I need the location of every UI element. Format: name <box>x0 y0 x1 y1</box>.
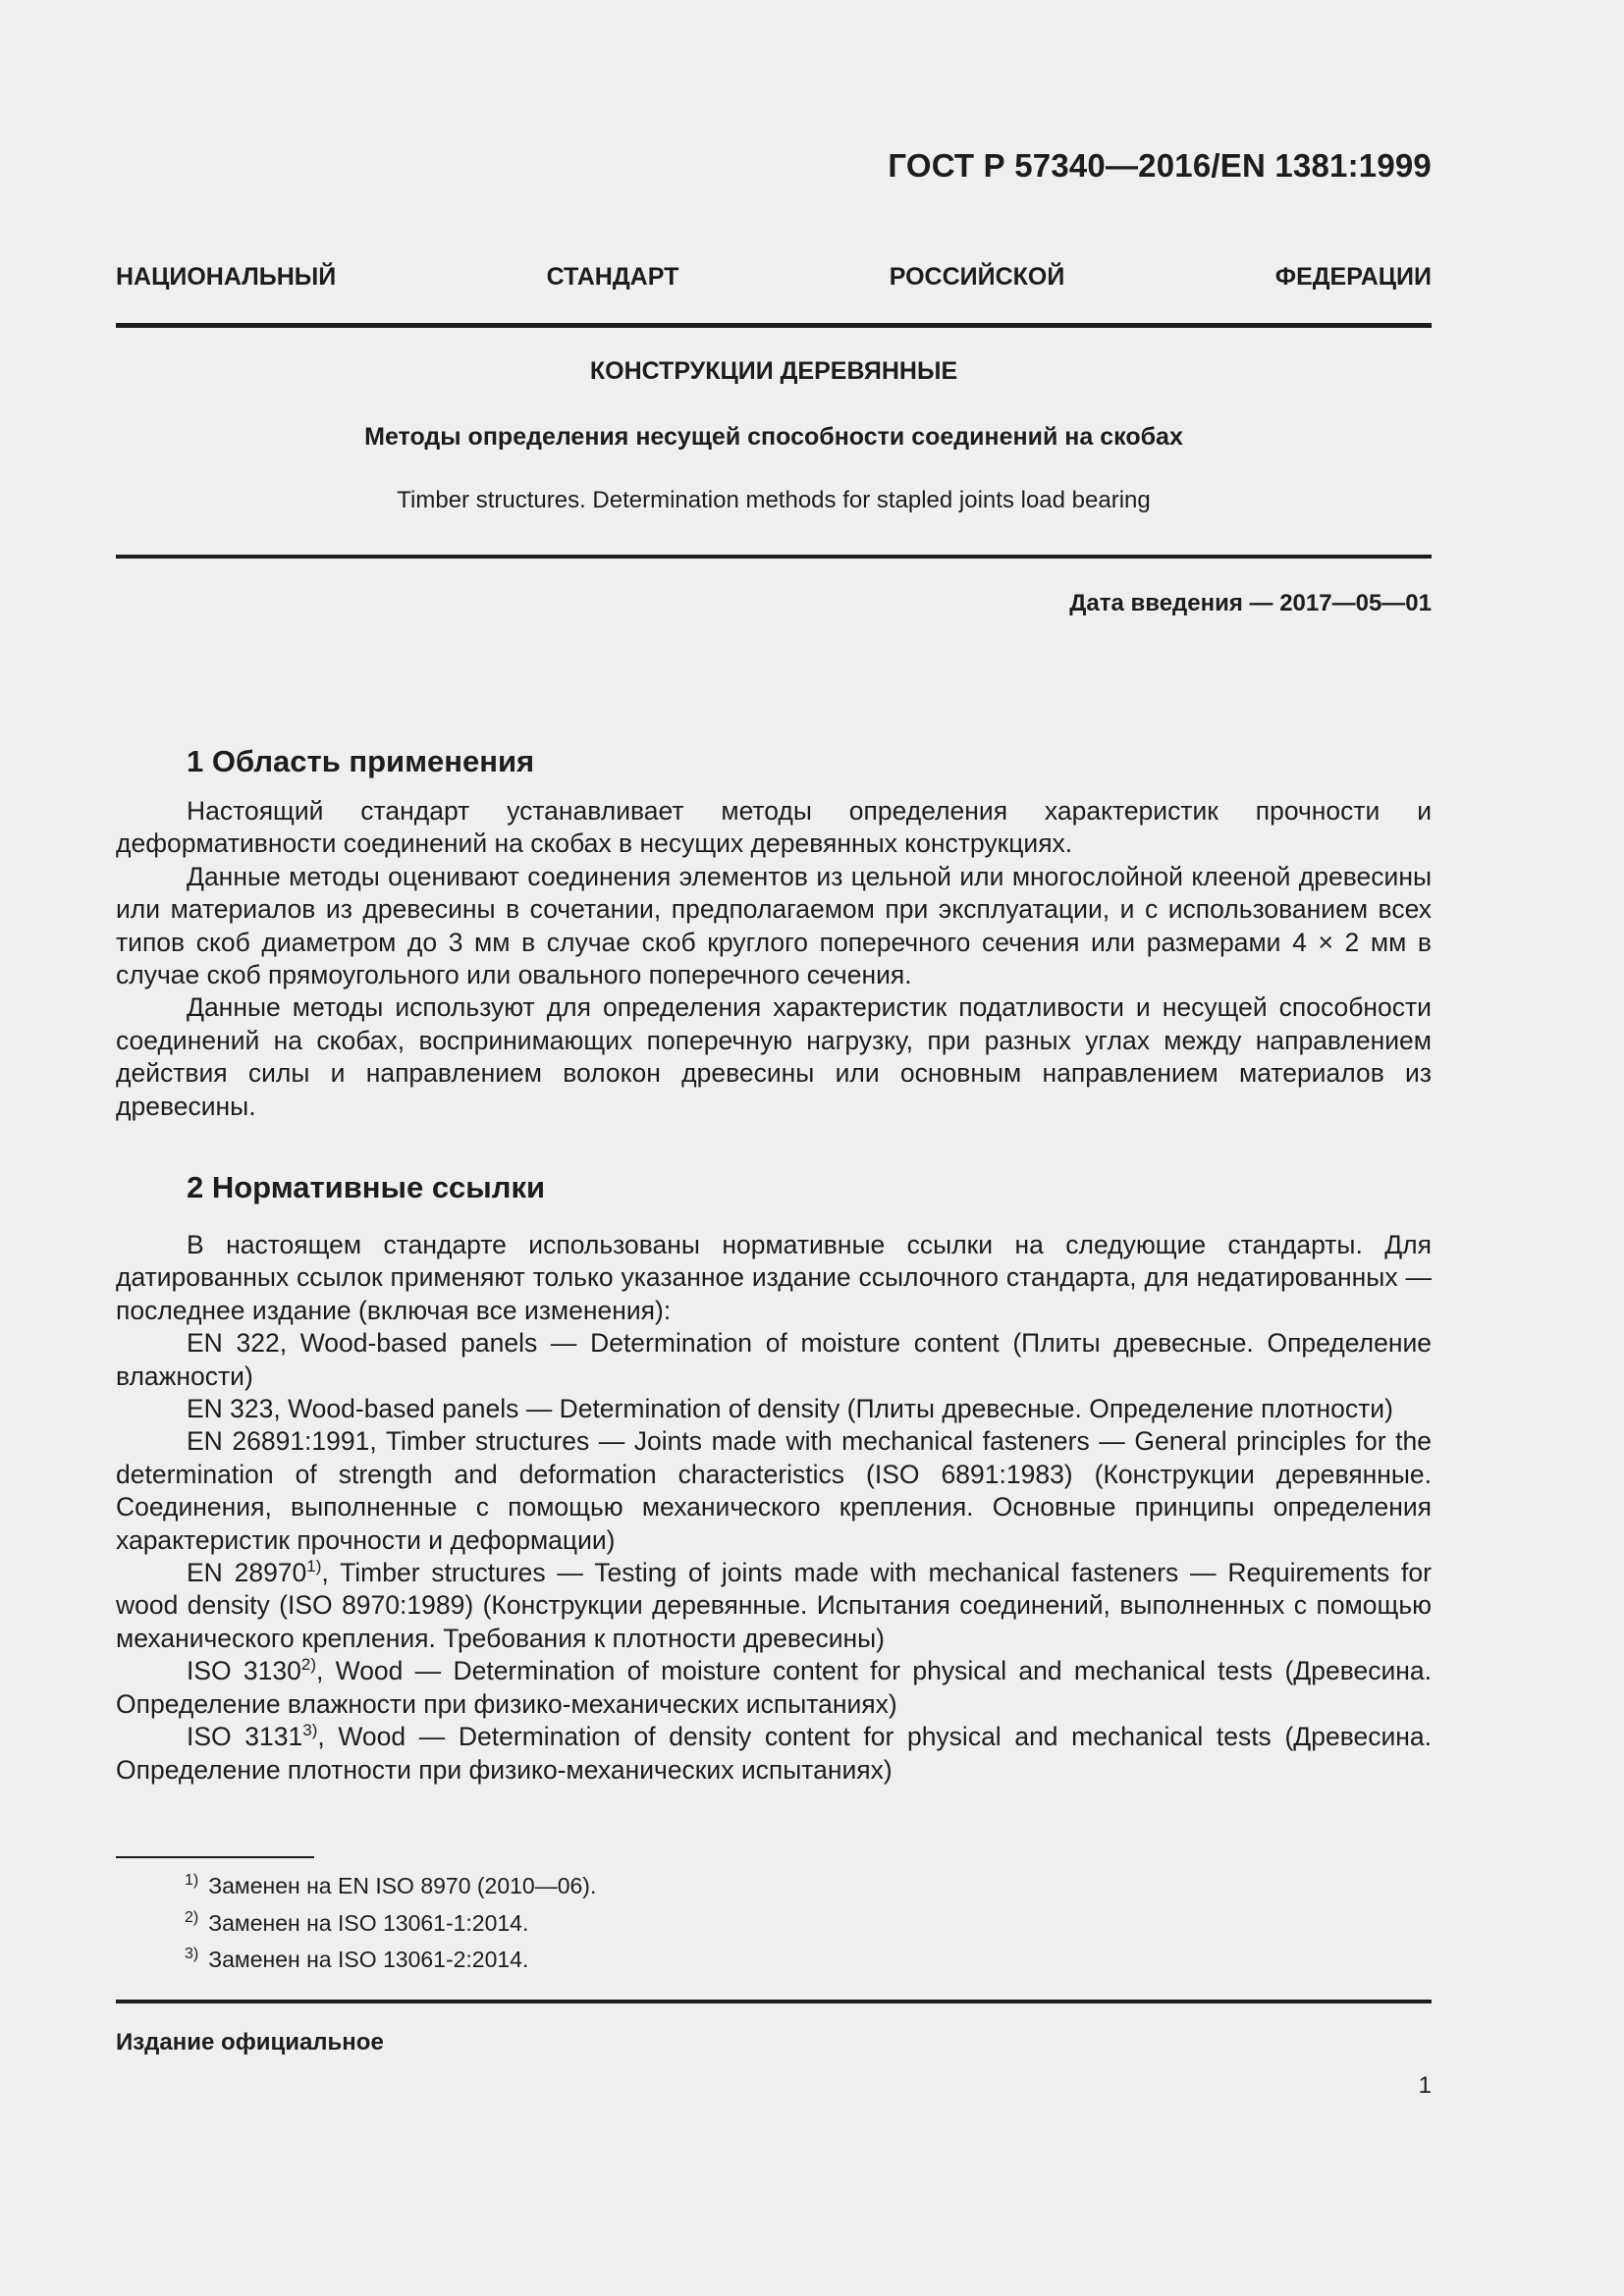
section-heading: 2 Нормативные ссылки <box>187 1170 546 1204</box>
reference-item <box>116 1327 1432 1393</box>
document-subtitle: Методы определения несущей способности соединений на скобах <box>364 423 1183 451</box>
banner-word: СТАНДАРТ <box>546 263 679 291</box>
footnote-mark: 2) <box>185 1909 199 1926</box>
paragraph: Данные методы оценивают соединения элементов из цельной или многослойной клееной древесины или материалов из древесины в сочетании, предполагаемом при эксплуатации, и с использованием всех типов скоб диаметром до 3 мм в случае скоб круглого поперечного сечения или размерами 4 × 2 мм в случае скоб прямоугольного или овального поперечного сечения. <box>116 861 1432 990</box>
reference-code: ISO 3130 <box>187 1656 301 1686</box>
reference-text: , Timber structures — Joints made with mechanical fasteners — General principles for the determination of strength and deformation characteristics (ISO 6891:1983) (Конструкции деревянные. Соединения, выполненные с помощью механического крепления. Основные принципы определения характеристик прочности и деформации) <box>116 1426 1432 1555</box>
reference-text: , Wood — Determination of moisture content for physical and mechanical tests (Древесина. Определение влажности при физико-механических испытаниях) <box>116 1656 1432 1719</box>
footnote-text: Заменен на ISO 13061-1:2014. <box>208 1910 529 1936</box>
footnote-marker: 1) <box>306 1557 322 1576</box>
reference-item <box>116 1655 1432 1721</box>
page-number: 1 <box>1418 2072 1432 2099</box>
section-body <box>116 1229 1432 1787</box>
banner-word: ФЕДЕРАЦИИ <box>1274 263 1432 291</box>
footnote <box>185 1873 596 1899</box>
reference-code: EN 322 <box>187 1328 280 1359</box>
footnote-mark: 3) <box>185 1946 199 1962</box>
paragraph: Настоящий стандарт устанавливает методы определения характеристик прочности и деформативности соединений на скобах в несущих деревянных конструкциях. <box>116 796 1432 859</box>
section-body <box>116 795 1432 1123</box>
footnote-text: Заменен на ISO 13061-2:2014. <box>208 1947 529 1972</box>
footnote-text: Заменен на EN ISO 8970 (2010—06). <box>208 1873 597 1898</box>
official-edition-label: Издание официальное <box>116 2029 384 2056</box>
footnote <box>185 1910 528 1937</box>
top-rule <box>116 323 1432 328</box>
title-rule <box>116 555 1432 559</box>
reference-code: EN 28970 <box>187 1558 307 1588</box>
footnote-marker: 2) <box>300 1655 317 1675</box>
reference-text: , Wood-based panels — Determination of moisture content (Плиты древесные. Определение влажности) <box>116 1328 1433 1391</box>
national-standard-banner <box>116 263 1432 292</box>
reference-item <box>116 1721 1432 1787</box>
standard-code: ГОСТ Р 57340—2016/EN 1381:1999 <box>888 147 1432 184</box>
reference-text: , Wood — Determination of density content for physical and mechanical tests (Древесина. Определение плотности при физико-механических испытаниях) <box>116 1722 1433 1785</box>
footnote <box>185 1947 528 1973</box>
reference-code: EN 26891:1991 <box>187 1426 370 1457</box>
reference-item <box>116 1393 1432 1425</box>
paragraph: В настоящем стандарте использованы нормативные ссылки на следующие стандарты. Для датированных ссылок применяют только указанное издание ссылочного стандарта, для недатированных — последнее издание (включая все изменения): <box>116 1230 1432 1325</box>
effective-date: Дата введения — 2017—05—01 <box>1069 590 1432 616</box>
banner-word: НАЦИОНАЛЬНЫЙ <box>116 263 337 291</box>
english-title: Timber structures. Determination methods for stapled joints load bearing <box>397 487 1151 513</box>
reference-text: , Wood-based panels — Determination of density (Плиты древесные. Определение плотности) <box>273 1394 1393 1424</box>
reference-item <box>116 1425 1432 1557</box>
reference-code: ISO 3131 <box>187 1722 303 1752</box>
reference-code: EN 323 <box>187 1394 274 1424</box>
reference-text: , Timber structures — Testing of joints made with mechanical fasteners — Requirements for wood density (ISO 8970:1989) (Конструкции деревянные. Испытания соединений, выполненных с помощью механического крепления. Требования к плотности древесины) <box>116 1558 1432 1653</box>
document-title: КОНСТРУКЦИИ ДЕРЕВЯННЫЕ <box>589 357 958 385</box>
banner-word: РОССИЙСКОЙ <box>889 263 1065 291</box>
footnote-rule <box>116 1856 314 1858</box>
paragraph: Данные методы используют для определения характеристик податливости и несущей способности соединений на скобах, воспринимающих поперечную нагрузку, при разных углах между направлением действия силы и направлением волокон древесины или основным направлением материалов из древесины. <box>116 992 1432 1121</box>
footnote-mark: 1) <box>185 1872 199 1889</box>
reference-item <box>116 1557 1432 1655</box>
section-heading: 1 Область применения <box>187 744 535 778</box>
footnote-marker: 3) <box>302 1721 318 1740</box>
footer-rule <box>116 2000 1432 2003</box>
